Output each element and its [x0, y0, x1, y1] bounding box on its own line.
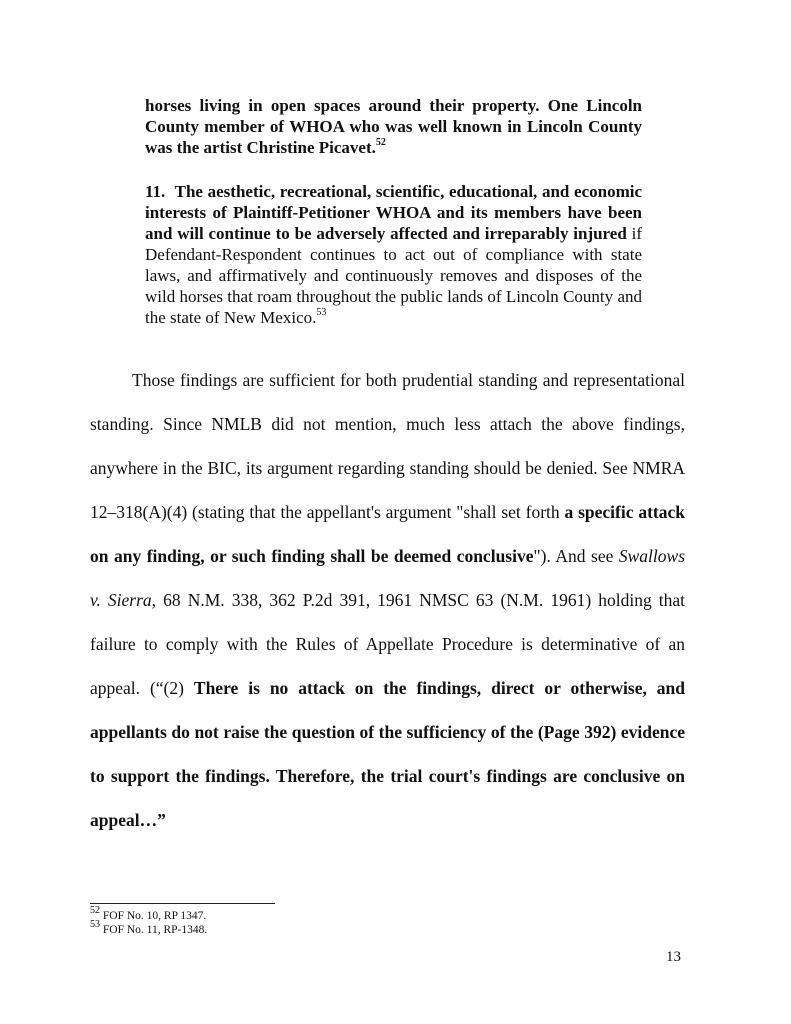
body-line	[90, 676, 685, 700]
body-line-5-normal: "). And see	[533, 546, 614, 566]
body-line: failure to comply with the Rules of Appellate Procedure is determinative of an	[90, 634, 685, 654]
quote-2-number: 11.	[145, 182, 166, 201]
block-quote-paragraph-1	[145, 95, 642, 158]
footnote-ref-52[interactable]: 52	[375, 137, 386, 149]
body-line-8-bold: There is no attack on the findings, direct or otherwise, and	[193, 678, 685, 698]
block-quote-paragraph-2	[145, 181, 642, 328]
footnote-marker: 52	[90, 905, 100, 917]
footnote-52	[90, 905, 207, 923]
body-line: appellants do not raise the question of the sufficiency of the (Page 392) evidence	[90, 722, 685, 742]
body-line: appeal…”	[90, 810, 166, 830]
body-line: Those findings are sufficient for both prudential standing and representational	[132, 370, 685, 390]
case-name-italic: Swallows	[618, 546, 686, 566]
body-line: to support the findings. Therefore, the trial court's findings are conclusive on	[90, 766, 685, 786]
page-number: 13	[666, 949, 681, 965]
footnote-ref-53[interactable]: 53	[316, 307, 327, 319]
body-line-4-bold: a specific attack	[564, 502, 686, 522]
footnote-text: FOF No. 10, RP 1347.	[102, 910, 207, 922]
body-line-8-normal: appeal. (“(2)	[90, 678, 184, 698]
body-line-5-bold: on any finding, or such finding shall be deemed conclusive	[90, 546, 534, 566]
body-line-4-normal: 12–318(A)(4) (stating that the appellant's argument "shall set forth	[90, 502, 560, 522]
body-line-6-normal: , 68 N.M. 338, 362 P.2d 391, 1961 NMSC 63 (N.M. 1961) holding that	[151, 590, 685, 610]
footnote-text: FOF No. 11, RP-1348.	[102, 924, 208, 936]
quote-1-text: horses living in open spaces around their property. One Lincoln County member of WHOA who was well known in Lincoln County was the artist Christine Picavet.	[145, 96, 642, 157]
body-line	[90, 544, 685, 568]
footnote-marker: 53	[90, 919, 100, 931]
body-line: anywhere in the BIC, its argument regarding standing should be denied. See NMRA	[90, 458, 685, 478]
body-line: standing. Since NMLB did not mention, much less attach the above findings,	[90, 414, 685, 434]
body-line	[90, 588, 685, 612]
footnote-53	[90, 919, 208, 937]
case-name-italic: v. Sierra	[90, 590, 152, 610]
quote-2-normal-text: if Defendant-Respondent continues to act out of compliance with state laws, and affirmatively and continuously removes and disposes of the wild horses that roam throughout the public lands of Lincoln County and the state of New Mexico.	[145, 224, 643, 327]
quote-2-bold-text: The aesthetic, recreational, scientific, educational, and economic interests of Plaintiff-Petitioner WHOA and its members have been and will continue to be adversely affected and irreparably injured	[145, 182, 642, 243]
body-line	[90, 500, 685, 524]
footnote-separator	[90, 903, 275, 904]
